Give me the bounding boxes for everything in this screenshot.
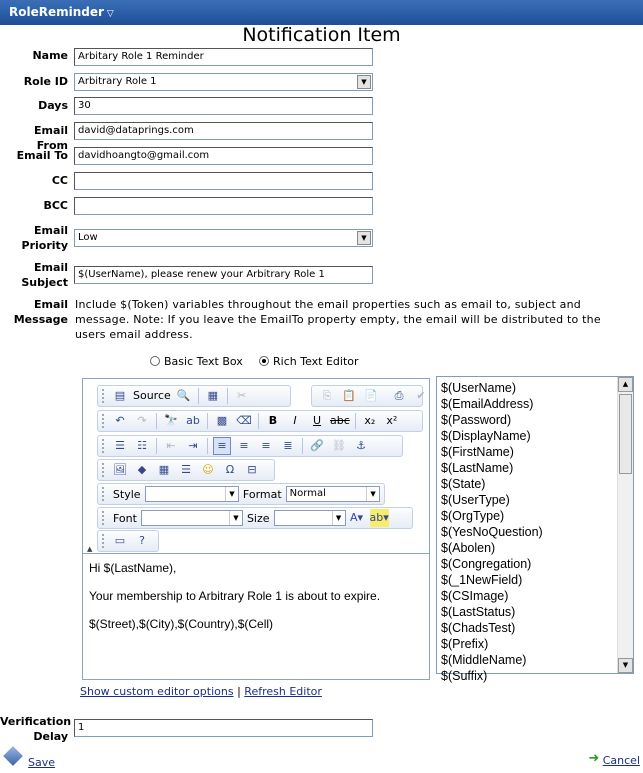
verification-delay-label — [0, 714, 72, 744]
token-item[interactable]: $(Suffix) — [441, 669, 488, 683]
token-item[interactable]: $(Prefix) — [441, 637, 489, 651]
copy-icon[interactable]: ⎘ — [322, 389, 332, 402]
role-id-label: Role ID — [23, 75, 68, 88]
token-scrollbar[interactable] — [617, 377, 633, 673]
scroll-up-icon[interactable]: ▲ — [618, 377, 633, 392]
bg-color-icon[interactable]: ab▾ — [370, 509, 389, 527]
email-from-label: Email From — [34, 124, 68, 152]
font-label: Font — [113, 511, 137, 525]
cc-label: CC — [51, 174, 68, 187]
toolbar-grip[interactable] — [102, 439, 105, 453]
special-char-icon[interactable]: Ω — [225, 463, 235, 476]
token-item[interactable]: $(CSImage) — [441, 589, 509, 603]
source-button[interactable]: Source — [133, 389, 171, 402]
dropdown-arrow-icon[interactable]: ▼ — [357, 231, 371, 245]
token-item[interactable]: $(_1NewField) — [441, 573, 523, 587]
token-item[interactable]: $(Password) — [441, 413, 512, 427]
justify-icon[interactable]: ≣ — [283, 439, 293, 452]
toolbar-grip[interactable] — [102, 414, 105, 428]
horizontal-rule-icon[interactable]: ☰ — [181, 463, 191, 476]
link-icon[interactable]: 🔗 — [310, 439, 324, 452]
message-label-line1: Email — [34, 298, 68, 311]
verification-delay-input[interactable]: 1 — [74, 719, 373, 737]
token-item[interactable]: $(LastName) — [441, 461, 514, 475]
source-icon[interactable]: ▤ — [114, 389, 126, 402]
dropdown-arrow-icon[interactable]: ▼ — [229, 511, 242, 525]
cut-icon[interactable]: ✂ — [237, 389, 247, 402]
toolbar-separator — [156, 438, 157, 454]
subject-label-line2: Subject — [21, 276, 68, 289]
style-combo[interactable] — [145, 486, 239, 502]
cancel-action[interactable] — [588, 751, 640, 767]
role-id-select[interactable] — [74, 73, 373, 91]
dropdown-arrow-icon[interactable]: ▼ — [366, 487, 379, 501]
radio-unchecked-icon[interactable] — [150, 356, 160, 366]
days-label: Days — [38, 99, 68, 112]
email-to-label: Email To — [16, 149, 68, 162]
module-title: RoleReminder — [9, 5, 104, 19]
paste-icon[interactable]: 📋 — [342, 389, 356, 402]
rich-text-label: Rich Text Editor — [273, 355, 359, 368]
toolbar-separator — [156, 413, 157, 429]
indent-icon[interactable]: ⇥ — [188, 439, 198, 452]
subscript-icon[interactable]: x₂ — [364, 414, 376, 427]
subject-input[interactable]: $(UserName), please renew your Arbitrary Role 1 — [74, 266, 373, 284]
table-icon[interactable]: ▦ — [158, 463, 170, 476]
priority-select[interactable] — [74, 229, 373, 247]
undo-icon[interactable]: ↶ — [115, 414, 125, 427]
basic-text-radio[interactable] — [150, 355, 243, 368]
email-from-input[interactable]: david@dataprings.com — [74, 122, 373, 140]
text-color-icon[interactable]: A▾ — [350, 511, 364, 524]
format-label: Format — [242, 487, 282, 501]
replace-icon[interactable]: ab — [186, 414, 200, 427]
content-line: Hi $(LastName), — [89, 561, 177, 575]
toolbar-separator — [355, 413, 356, 429]
radio-checked-icon[interactable] — [259, 356, 269, 366]
priority-label — [0, 223, 68, 253]
preview-icon[interactable]: 🔍 — [176, 389, 191, 402]
priority-value: Low — [78, 232, 98, 243]
align-left-icon[interactable]: ≡ — [213, 437, 231, 455]
subject-label — [0, 260, 68, 290]
rich-text-radio[interactable] — [259, 355, 359, 368]
toolbar-row-1b — [311, 385, 426, 407]
editor-toolbar — [83, 379, 429, 553]
scroll-thumb[interactable] — [619, 394, 632, 474]
dropdown-arrow-icon[interactable]: ▼ — [225, 487, 238, 501]
size-label: Size — [246, 511, 270, 525]
toolbar-row-6 — [97, 507, 413, 529]
outdent-icon[interactable]: ⇤ — [166, 439, 176, 452]
toolbar-separator — [258, 413, 259, 429]
numbered-list-icon[interactable]: ☰ — [115, 439, 125, 452]
toolbar-separator — [198, 388, 199, 404]
toolbar-separator — [207, 413, 208, 429]
format-combo[interactable] — [286, 486, 380, 502]
help-icon[interactable]: ? — [139, 534, 145, 547]
align-right-icon[interactable]: ≡ — [261, 439, 271, 452]
token-item[interactable]: $(MiddleName) — [441, 653, 527, 667]
token-item[interactable]: $(Congregation) — [441, 557, 532, 571]
bcc-label: BCC — [43, 199, 68, 212]
name-input[interactable]: Arbitary Role 1 Reminder — [74, 48, 373, 66]
font-combo[interactable] — [141, 510, 243, 526]
role-id-value: Arbitrary Role 1 — [78, 76, 157, 87]
subject-label-line1: Email — [34, 261, 68, 274]
toolbar-grip[interactable] — [102, 389, 105, 403]
token-item[interactable]: $(OrgType) — [441, 509, 505, 523]
verification-label-line2: Delay — [33, 730, 68, 743]
token-item[interactable]: $(DisplayName) — [441, 429, 531, 443]
italic-icon[interactable]: I — [293, 414, 297, 427]
basic-text-label: Basic Text Box — [164, 355, 243, 368]
message-note: Include $(Token) variables throughout the email properties such as email to, subject and message. Note: If you leave the EmailTo property empty, the email will be distributed to the users email address. — [75, 298, 601, 341]
strikethrough-icon[interactable]: abc — [330, 414, 350, 427]
toolbar-separator — [207, 438, 208, 454]
underline-icon[interactable]: U — [312, 414, 322, 427]
remove-format-icon[interactable]: ⌫ — [236, 414, 252, 427]
bcc-input[interactable] — [74, 197, 373, 215]
save-icon[interactable] — [3, 746, 23, 766]
token-item[interactable]: $(UserName) — [441, 381, 517, 395]
token-item[interactable]: $(UserType) — [441, 493, 510, 507]
token-item[interactable]: $(Abolen) — [441, 541, 496, 555]
collapse-toolbar-icon[interactable]: ▲ — [87, 545, 93, 553]
page-title: Notification Item — [242, 24, 401, 46]
image-icon[interactable]: 🖼 — [113, 463, 127, 476]
find-icon[interactable]: 🔭 — [164, 414, 178, 427]
token-item[interactable]: $(YesNoQuestion) — [441, 525, 543, 539]
paste-word-icon[interactable]: 📄 — [364, 389, 378, 402]
toolbar-separator — [227, 388, 228, 404]
print-icon[interactable]: ⎙ — [394, 389, 404, 402]
token-item[interactable]: $(LastStatus) — [441, 605, 516, 619]
scroll-down-icon[interactable]: ▼ — [618, 658, 633, 673]
templates-icon[interactable]: ▦ — [207, 389, 218, 402]
toolbar-grip[interactable] — [102, 511, 105, 525]
maximize-icon[interactable]: ▭ — [114, 534, 126, 547]
token-item[interactable]: $(EmailAddress) — [441, 397, 534, 411]
rich-text-editor — [82, 378, 430, 680]
message-label — [0, 297, 68, 327]
cancel-arrow-icon[interactable]: ➜ — [588, 751, 600, 766]
bold-icon[interactable]: B — [268, 414, 278, 427]
token-item[interactable]: $(State) — [441, 477, 486, 491]
toolbar-row-1 — [97, 385, 291, 407]
editor-content[interactable] — [83, 553, 429, 679]
cancel-button[interactable]: Cancel — [602, 754, 640, 767]
email-to-input[interactable]: davidhoangto@gmail.com — [74, 147, 373, 165]
token-list — [441, 380, 543, 684]
content-line: $(Street),$(City),$(Country),$(Cell) — [89, 617, 274, 631]
link-separator: | — [237, 685, 241, 698]
bulleted-list-icon[interactable]: ☷ — [137, 439, 147, 452]
message-label-line2: Message — [13, 313, 68, 326]
toolbar-separator — [302, 438, 303, 454]
priority-label-line1: Email — [34, 224, 68, 237]
verification-label-line1: Verification — [0, 715, 72, 728]
toolbar-grip[interactable] — [102, 534, 105, 548]
toolbar-grip[interactable] — [102, 487, 105, 501]
refresh-editor-link[interactable]: Refresh Editor — [244, 685, 322, 698]
save-button[interactable]: Save — [28, 756, 56, 769]
superscript-icon[interactable]: x² — [386, 414, 398, 427]
toolbar-grip[interactable] — [102, 463, 105, 477]
spellcheck-icon[interactable]: ✔ — [416, 389, 426, 402]
token-item[interactable]: $(FirstName) — [441, 445, 514, 459]
chevron-down-icon[interactable]: ▽ — [106, 9, 114, 19]
name-label: Name — [32, 49, 68, 62]
priority-label-line2: Priority — [21, 239, 68, 252]
toolbar-row-2 — [97, 410, 423, 432]
token-item[interactable]: $(ChadsTest) — [441, 621, 516, 635]
page-break-icon[interactable]: ⊟ — [247, 463, 257, 476]
select-all-icon[interactable]: ▩ — [216, 414, 228, 427]
redo-icon[interactable]: ↷ — [137, 414, 147, 427]
editor-links — [80, 685, 322, 698]
toolbar-row-3 — [97, 435, 403, 457]
smiley-icon[interactable]: ☺ — [202, 463, 214, 476]
toolbar-row-5 — [97, 483, 385, 505]
size-combo[interactable] — [274, 510, 346, 526]
days-input[interactable]: 30 — [74, 97, 373, 115]
show-custom-options-link[interactable]: Show custom editor options — [80, 685, 234, 698]
format-value: Normal — [289, 488, 326, 499]
token-listbox[interactable] — [436, 376, 634, 683]
toolbar-row-7 — [97, 530, 159, 552]
style-label: Style — [112, 487, 141, 501]
flash-icon[interactable]: ◆ — [137, 463, 147, 476]
content-line: Your membership to Arbitrary Role 1 is about to expire. — [89, 589, 381, 603]
save-action[interactable] — [2, 749, 56, 769]
toolbar-row-4 — [97, 459, 275, 481]
align-center-icon[interactable]: ≡ — [239, 439, 249, 452]
cc-input[interactable] — [74, 172, 373, 190]
anchor-icon[interactable]: ⚓ — [356, 439, 366, 452]
module-title-bar — [0, 0, 643, 25]
dropdown-arrow-icon[interactable]: ▼ — [332, 511, 345, 525]
dropdown-arrow-icon[interactable]: ▼ — [357, 75, 371, 89]
unlink-icon[interactable]: ⛓ — [332, 439, 346, 452]
